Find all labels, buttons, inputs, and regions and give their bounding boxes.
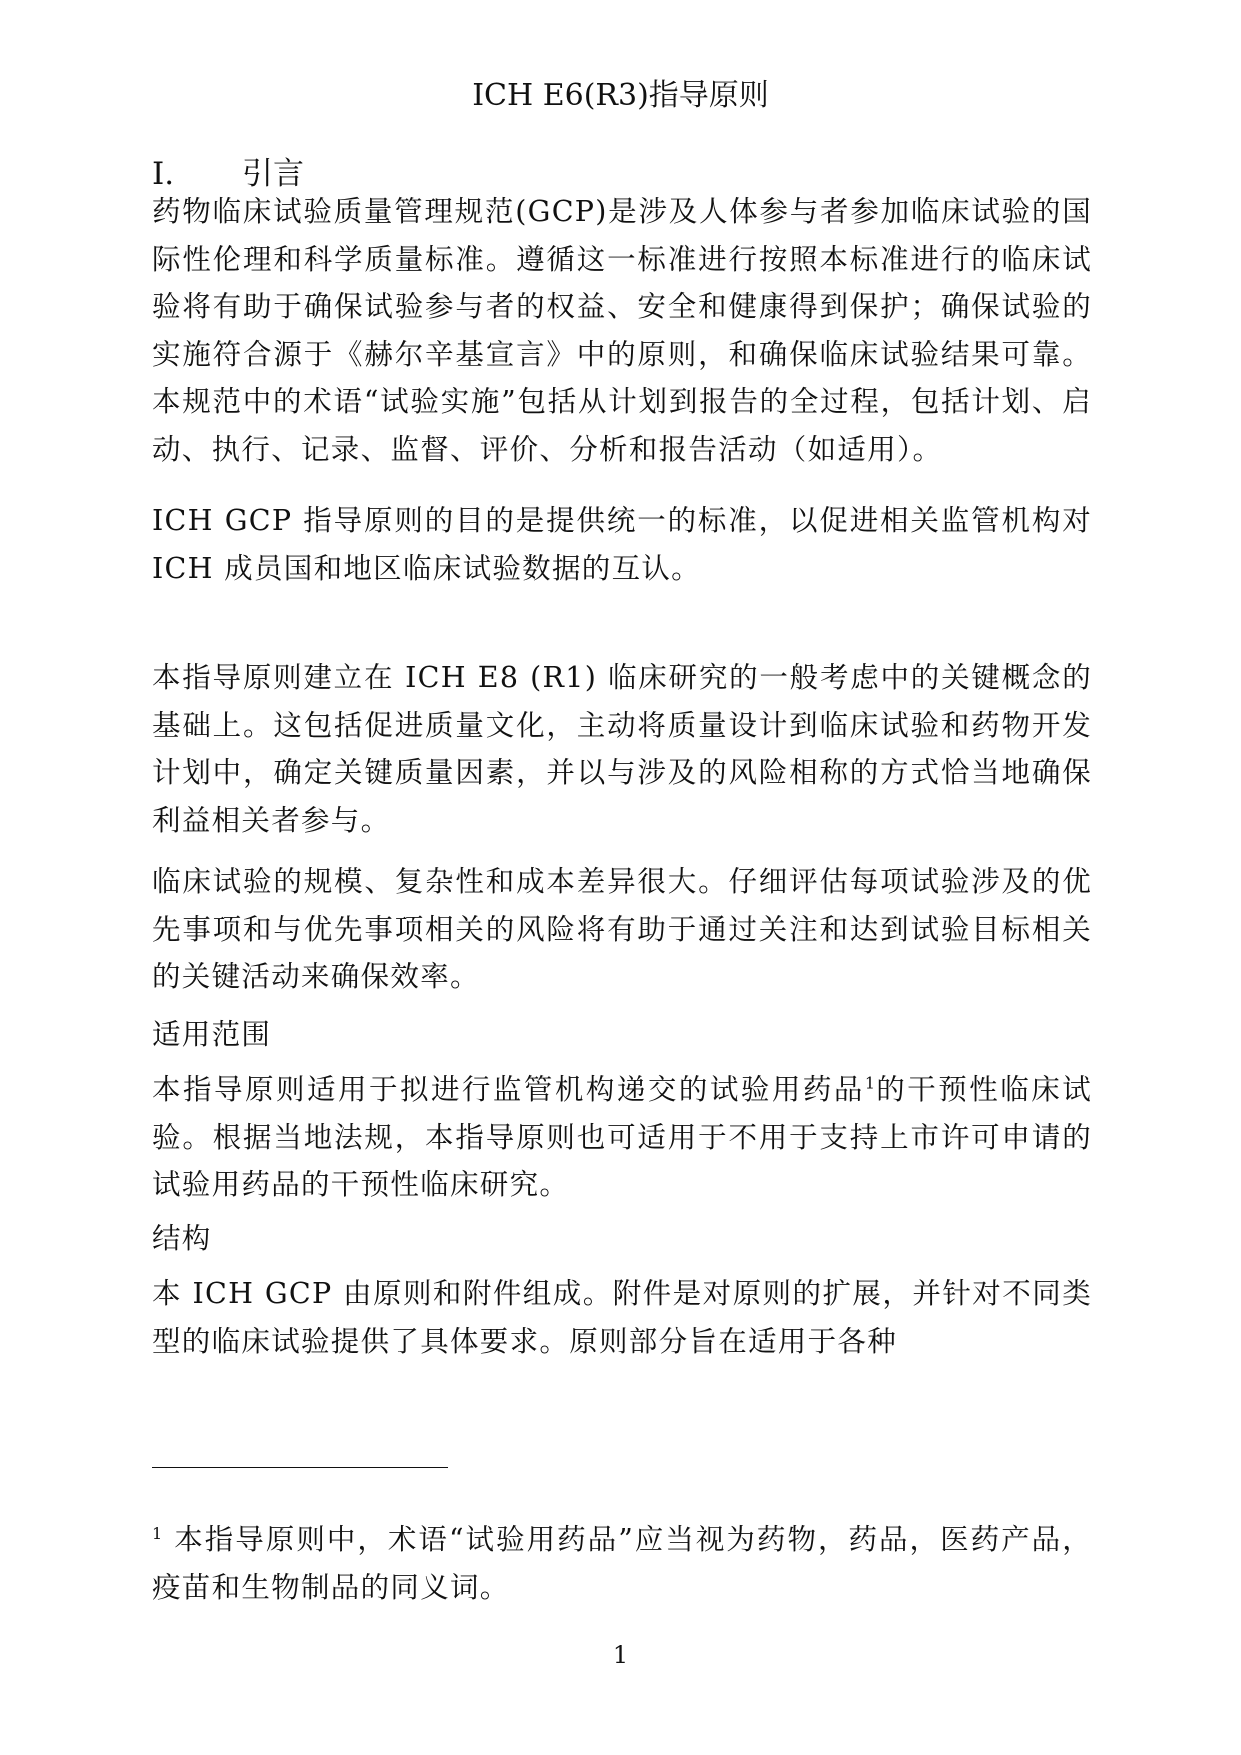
footnote-reference[interactable]: 1 <box>864 1073 876 1093</box>
document-title: ICH E6(R3)指导原则 <box>472 78 769 113</box>
intro-paragraph-1: 药物临床试验质量管理规范(GCP)是涉及人体参与者参加临床试验的国际性伦理和科学质量标准。遵循这一标准进行按照本标准进行的临床试验将有助于确保试验参与者的权益、安全和健康得到保护；确保试验的实施符合源于《赫尔辛基宣言》中的原则，和确保临床试验结果可靠。本规范中的术语“试验实施”包括从计划到报告的全过程，包括计划、启动、执行、记录、监督、评价、分析和报告活动（如适用）。 <box>152 195 1092 466</box>
page-number: 1 <box>612 1641 629 1669</box>
scope-heading: 适用范围 <box>152 1018 272 1051</box>
scope-text-before-ref: 本指导原则适用于拟进行监管机构递交的试验用药品 <box>152 1073 865 1106</box>
section-title: 引言 <box>242 156 304 192</box>
scope-text-after-ref: 的干预性临床试验。根据当地法规，本指导原则也可适用于不用于支持上市许可申请的试验用药品的干预性临床研究。 <box>152 1073 1093 1201</box>
scope-paragraph <box>152 1066 1092 1209</box>
footnote-text: 本指导原则中，术语“试验用药品”应当视为药物，药品，医药产品，疫苗和生物制品的同义词。 <box>152 1523 1092 1604</box>
footnote-separator <box>152 1467 448 1468</box>
footnote-mark: 1 <box>152 1523 164 1543</box>
intro-paragraph-2: ICH GCP 指导原则的目的是提供统一的标准，以促进相关监管机构对 ICH 成员国和地区临床试验数据的互认。 <box>152 504 1092 585</box>
structure-paragraph: 本 ICH GCP 由原则和附件组成。附件是对原则的扩展，并针对不同类型的临床试验提供了具体要求。原则部分旨在适用于各种 <box>152 1277 1092 1358</box>
footnote <box>152 1516 1092 1611</box>
section-number: I. <box>152 156 175 192</box>
intro-paragraph-3: 本指导原则建立在 ICH E8 (R1) 临床研究的一般考虑中的关键概念的基础上。这包括促进质量文化，主动将质量设计到临床试验和药物开发计划中，确定关键质量因素，并以与涉及的风险相称的方式恰当地确保利益相关者参与。 <box>152 661 1092 837</box>
intro-paragraph-4: 临床试验的规模、复杂性和成本差异很大。仔细评估每项试验涉及的优先事项和与优先事项相关的风险将有助于通过关注和达到试验目标相关的关键活动来确保效率。 <box>152 865 1092 993</box>
structure-heading: 结构 <box>152 1222 212 1255</box>
